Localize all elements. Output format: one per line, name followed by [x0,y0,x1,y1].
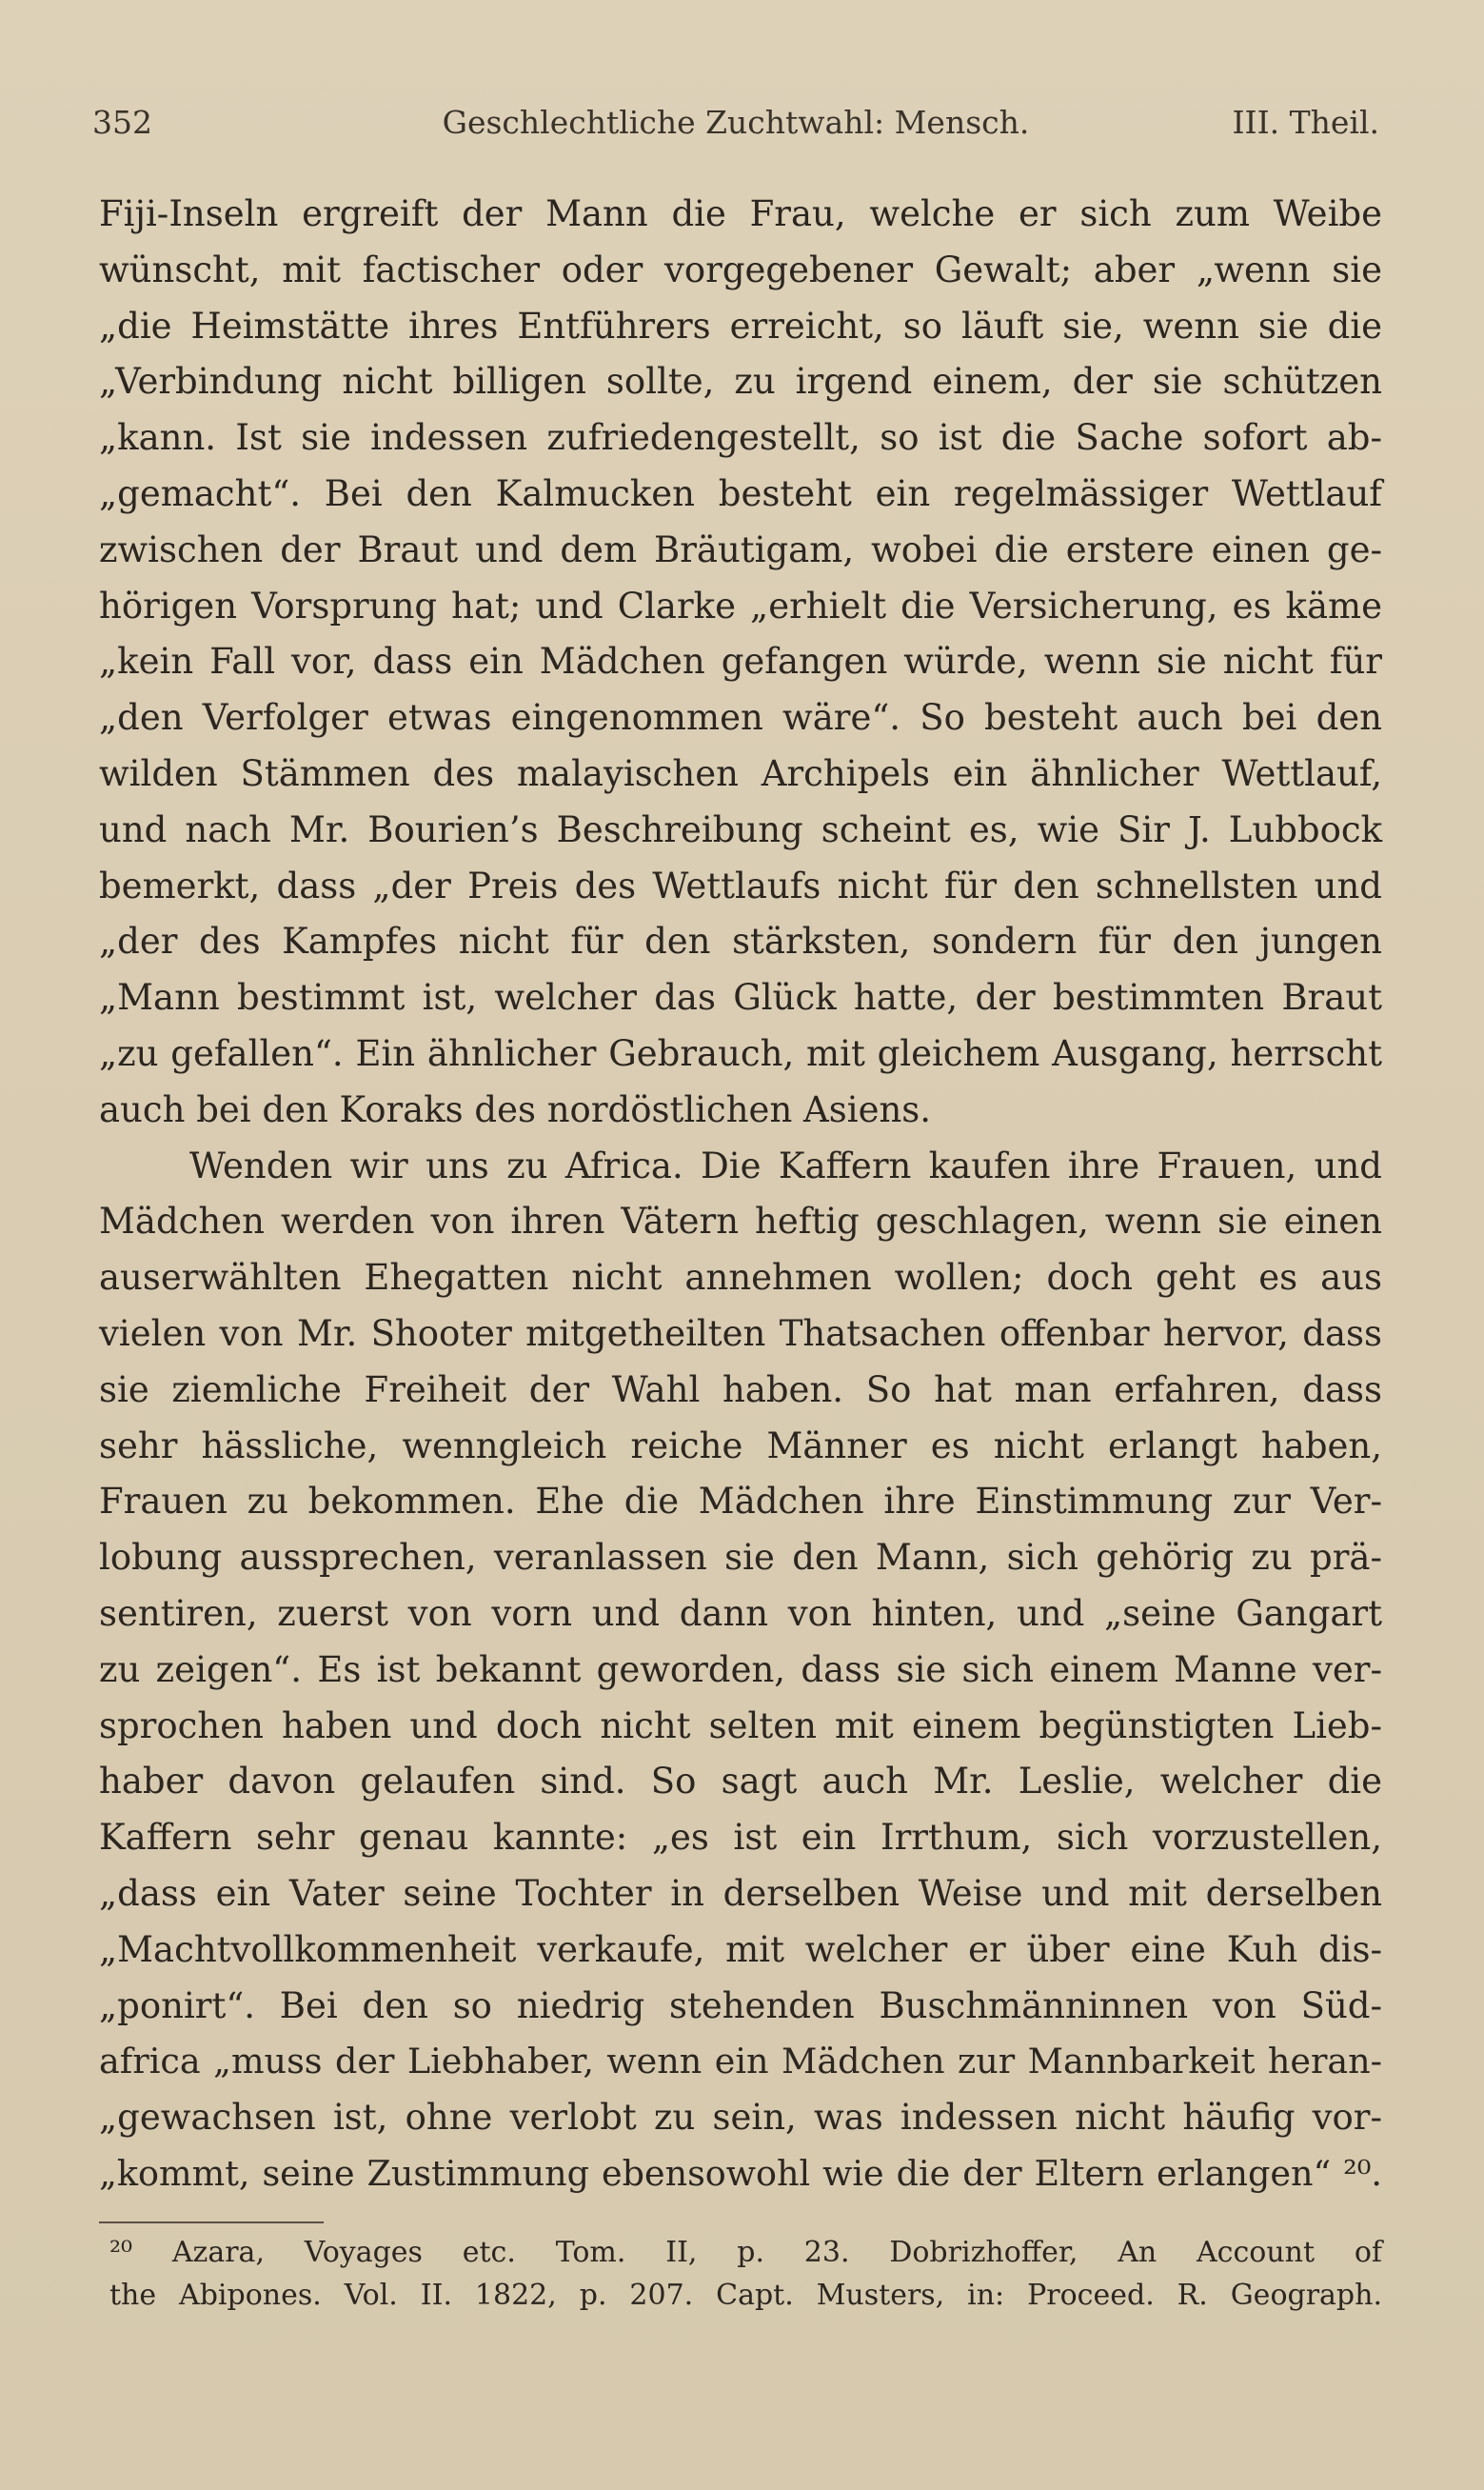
part-label: III. Theil. [1232,104,1379,141]
text-line: „ponirt“. Bei den so niedrig stehenden Buschmänninnen von Süd- [99,1984,1382,2026]
text-line: haber davon gelaufen sind. So sagt auch Mr. Leslie, welcher die [99,1761,1382,1803]
text-line: auserwählten Ehegatten nicht annehmen wollen; doch geht es aus [99,1257,1382,1299]
text-line: zu zeigen“. Es ist bekannt geworden, dass sie sich einem Manne ver- [99,1648,1382,1690]
text-line: „kann. Ist sie indessen zufriedengestellt, so ist die Sache sofort ab- [99,417,1382,459]
text-line: wilden Stämmen des malayischen Archipels ein ähnlicher Wettlauf, [99,752,1382,794]
text-line: sehr hässliche, wenngleich reiche Männer es nicht erlangt haben, [99,1424,1382,1466]
text-line: Fiji-Inseln ergreift der Mann die Frau, welche er sich zum Weibe [99,193,1382,234]
text-line: „gewachsen ist, ohne verlobt zu sein, was indessen nicht häufig vor- [99,2097,1382,2139]
text-line: „der des Kampfes nicht für den stärksten, sondern für den jungen [99,921,1382,963]
text-line: „Mann bestimmt ist, welcher das Glück hatte, der bestimmten Braut [99,977,1382,1019]
page-number: 352 [92,104,152,141]
text-line: „dass ein Vater seine Tochter in derselben Weise und mit derselben [99,1872,1382,1914]
text-line: bemerkt, dass „der Preis des Wettlaufs nicht für den schnellsten und [99,865,1382,906]
text-line: und nach Mr. Bourien’s Beschreibung scheint es, wie Sir J. Lubbock [99,808,1382,850]
text-line: zwischen der Braut und dem Bräutigam, wobei die erstere einen ge- [99,528,1382,570]
footnote-line: the Abipones. Vol. II. 1822, p. 207. Capt. Musters, in: Proceed. R. Geograph. [109,2279,1382,2312]
text-line: „gemacht“. Bei den Kalmucken besteht ein regelmässiger Wettlauf [99,472,1382,514]
paragraph-start-line: Wenden wir uns zu Africa. Die Kaffern kaufen ihre Frauen, und [189,1145,1382,1186]
running-title: Geschlechtliche Zuchtwahl: Mensch. [442,104,1030,141]
text-line: „den Verfolger etwas eingenommen wäre“. So besteht auch bei den [99,697,1382,739]
text-line: „zu gefallen“. Ein ähnlicher Gebrauch, mit gleichem Ausgang, herrscht [99,1032,1382,1074]
text-line: „kein Fall vor, dass ein Mädchen gefangen würde, wenn sie nicht für [99,641,1382,683]
text-line: sie ziemliche Freiheit der Wahl haben. So hat man erfahren, dass [99,1368,1382,1410]
text-line: wünscht, mit factischer oder vorgegebener Gewalt; aber „wenn sie [99,249,1382,290]
text-line: hörigen Vorsprung hat; und Clarke „erhielt die Versicherung, es käme [99,585,1382,627]
text-line: „Machtvollkommenheit verkaufe, mit welcher er über eine Kuh dis- [99,1928,1382,1970]
text-line: „Verbindung nicht billigen sollte, zu irgend einem, der sie schützen [99,361,1382,403]
paragraph-end-line: auch bei den Koraks des nordöstlichen Asiens. [99,1088,932,1130]
footnote-divider [99,2221,324,2223]
text-line: lobung aussprechen, veranlassen sie den Mann, sich gehörig zu prä- [99,1537,1382,1579]
text-line: sprochen haben und doch nicht selten mit einem begünstigten Lieb- [99,1704,1382,1746]
text-line: Kaffern sehr genau kannte: „es ist ein Irrthum, sich vorzustellen, [99,1817,1382,1859]
text-line: africa „muss der Liebhaber, wenn ein Mädchen zur Mannbarkeit heran- [99,2041,1382,2082]
text-line: vielen von Mr. Shooter mitgetheilten Thatsachen offenbar hervor, dass [99,1312,1382,1354]
text-line: Frauen zu bekommen. Ehe die Mädchen ihre Einstimmung zur Ver- [99,1481,1382,1523]
running-header [92,98,1379,148]
text-line: „kommt, seine Zustimmung ebensowohl wie die der Eltern erlangen“ ²⁰. [99,2152,1382,2194]
text-line: „die Heimstätte ihres Entführers erreicht, so läuft sie, wenn sie die [99,305,1382,347]
main-text [99,187,1382,2202]
text-line: Mädchen werden von ihren Vätern heftig geschlagen, wenn sie einen [99,1201,1382,1243]
footnote-line: ²⁰ Azara, Voyages etc. Tom. II, p. 23. Dobrizhoffer, An Account of [109,2236,1382,2269]
footnotes [109,2231,1382,2317]
text-line: sentiren, zuerst von vorn und dann von hinten, und „seine Gangart [99,1592,1382,1634]
